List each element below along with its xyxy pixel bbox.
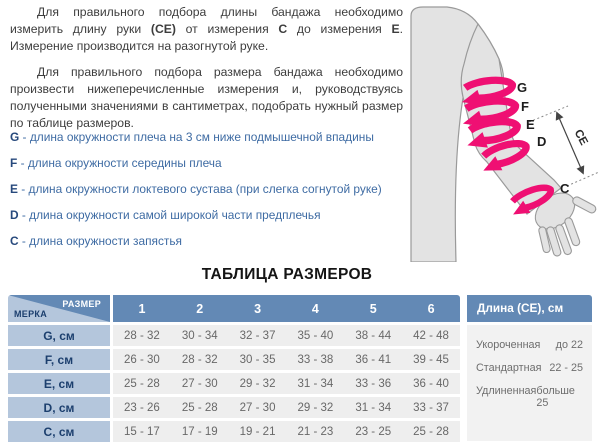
size-table-row — [8, 349, 460, 370]
intro-paragraph-size: Для правильного подбора размера бандажа необходимо произвести нижеперечисленные измерения и, руководствуясь полученными значениями в сантиметрах, подобрать нужный размер по таблице размеров. — [10, 65, 403, 130]
size-table-title: ТАБЛИЦА РАЗМЕРОВ — [201, 266, 373, 283]
size-column-headers — [113, 295, 460, 322]
size-column-header-1: 1 — [138, 301, 146, 316]
size-table-row — [8, 373, 460, 394]
size-range-cell: 28 - 32 — [124, 329, 160, 342]
size-column-header-6: 6 — [427, 301, 435, 316]
size-range-cell: 15 - 17 — [124, 425, 160, 438]
intro-text-segment: до измерения — [287, 22, 392, 36]
size-column-header-4: 4 — [311, 301, 319, 316]
arm-diagram-svg — [403, 0, 600, 262]
size-range-cell: 28 - 32 — [181, 353, 218, 366]
size-table — [8, 295, 460, 442]
size-range-cell: 29 - 32 — [239, 377, 276, 390]
size-range-cell: 23 - 26 — [124, 401, 160, 414]
measurement-description: - длина окружности запястья — [18, 234, 182, 248]
ce-extension-line-bottom — [567, 172, 599, 186]
size-range-cell: 32 - 37 — [239, 329, 276, 342]
diagram-ce-label: CE — [571, 127, 590, 148]
length-range-value: до 22 — [555, 339, 583, 351]
measurement-definitions-list — [10, 124, 410, 254]
length-panel-body — [467, 325, 592, 441]
length-row — [476, 385, 583, 409]
intro-paragraph-length — [10, 4, 403, 55]
size-range-cell: 26 - 30 — [124, 353, 160, 366]
size-range-cell: 42 - 48 — [413, 329, 449, 342]
diagram-point-label-F: F — [521, 99, 529, 114]
length-panel — [467, 295, 592, 441]
row-values — [113, 397, 460, 418]
size-range-cell: 33 - 37 — [413, 401, 449, 414]
length-type-label: Стандартная — [476, 362, 542, 374]
length-row — [476, 339, 583, 351]
diagram-point-label-E: E — [526, 117, 535, 132]
corner-label-size: РАЗМЕР — [62, 299, 101, 309]
size-column-header-2: 2 — [196, 301, 204, 316]
size-range-cell: 33 - 38 — [297, 353, 334, 366]
size-range-cell: 21 - 23 — [297, 425, 334, 438]
row-label: E, см — [8, 373, 110, 394]
diagram-point-label-G: G — [517, 80, 528, 95]
size-table-body — [8, 325, 460, 442]
measurement-description: - длина окружности плеча на 3 см ниже подмышечной впадины — [19, 130, 374, 144]
row-values — [113, 325, 460, 346]
measurement-letter: F — [10, 156, 18, 170]
size-range-cell: 35 - 40 — [297, 329, 334, 342]
size-range-cell: 36 - 41 — [355, 353, 392, 366]
size-table-corner-cell — [8, 295, 110, 322]
measurement-item-E — [10, 176, 410, 202]
size-range-cell: 31 - 34 — [355, 401, 392, 414]
intro-text-block — [10, 4, 403, 141]
measurement-item-C — [10, 228, 410, 254]
diagram-point-label-C: C — [560, 181, 570, 196]
size-range-cell: 30 - 34 — [181, 329, 218, 342]
measurement-letter: G — [10, 130, 20, 144]
length-panel-header: Длина (СЕ), см — [467, 295, 592, 322]
size-range-cell: 31 - 34 — [297, 377, 334, 390]
row-values — [113, 421, 460, 442]
size-range-cell: 17 - 19 — [181, 425, 218, 438]
size-range-cell: 29 - 32 — [297, 401, 334, 414]
measurement-item-F — [10, 150, 410, 176]
row-label: F, см — [8, 349, 110, 370]
size-range-cell: 36 - 40 — [413, 377, 449, 390]
measure-reference: (СЕ) — [150, 22, 176, 36]
diagram-point-label-D: D — [537, 134, 547, 149]
length-type-label: Укороченная — [476, 339, 541, 351]
length-range-value: больше 25 — [536, 385, 575, 409]
size-range-cell: 25 - 28 — [124, 377, 160, 390]
intro-text-segment: . Измерение производится на разогнутой руке. — [10, 22, 404, 53]
measurement-letter: C — [10, 234, 19, 248]
measurement-description: - длина окружности самой широкой части предплечья — [18, 208, 321, 222]
intro-text-segment: Для правильного подбора длины бандажа необходимо измерить длину руки — [10, 5, 403, 36]
ce-extension-line-top — [529, 106, 568, 122]
size-table-row — [8, 397, 460, 418]
measurement-letter: E — [10, 182, 18, 196]
size-range-cell: 19 - 21 — [239, 425, 276, 438]
size-range-cell: 23 - 25 — [355, 425, 392, 438]
row-values — [113, 349, 460, 370]
size-column-header-3: 3 — [254, 301, 262, 316]
size-table-header-row — [8, 295, 460, 322]
size-range-cell: 27 - 30 — [239, 401, 276, 414]
size-column-header-5: 5 — [369, 301, 377, 316]
length-row — [476, 362, 583, 374]
size-range-cell: 25 - 28 — [181, 401, 218, 414]
size-range-cell: 30 - 35 — [239, 353, 276, 366]
measurement-description: - длина окружности середины плеча — [17, 156, 222, 170]
size-range-cell: 39 - 45 — [413, 353, 449, 366]
length-range-value: 22 - 25 — [549, 362, 583, 374]
size-range-cell: 27 - 30 — [181, 377, 218, 390]
size-range-cell: 38 - 44 — [355, 329, 392, 342]
arm-measurement-diagram — [403, 0, 600, 262]
corner-label-measure: МЕРКА — [14, 309, 47, 319]
size-range-cell: 25 - 28 — [413, 425, 449, 438]
size-table-row — [8, 325, 460, 346]
measure-reference: Е — [391, 22, 400, 36]
row-label: D, см — [8, 397, 110, 418]
row-label: C, см — [8, 421, 110, 442]
size-range-cell: 33 - 36 — [355, 377, 392, 390]
size-table-row — [8, 421, 460, 442]
measurement-letter: D — [10, 208, 19, 222]
measure-reference: С — [278, 22, 288, 36]
measurement-item-G — [10, 124, 410, 150]
length-type-label: Удлиненная — [476, 385, 537, 397]
intro-text-segment: от измерения — [175, 22, 279, 36]
measurement-item-D — [10, 202, 410, 228]
row-values — [113, 373, 460, 394]
measurement-description: - длина окружности локтевого сустава (при слегка согнутой руке) — [17, 182, 382, 196]
row-label: G, см — [8, 325, 110, 346]
